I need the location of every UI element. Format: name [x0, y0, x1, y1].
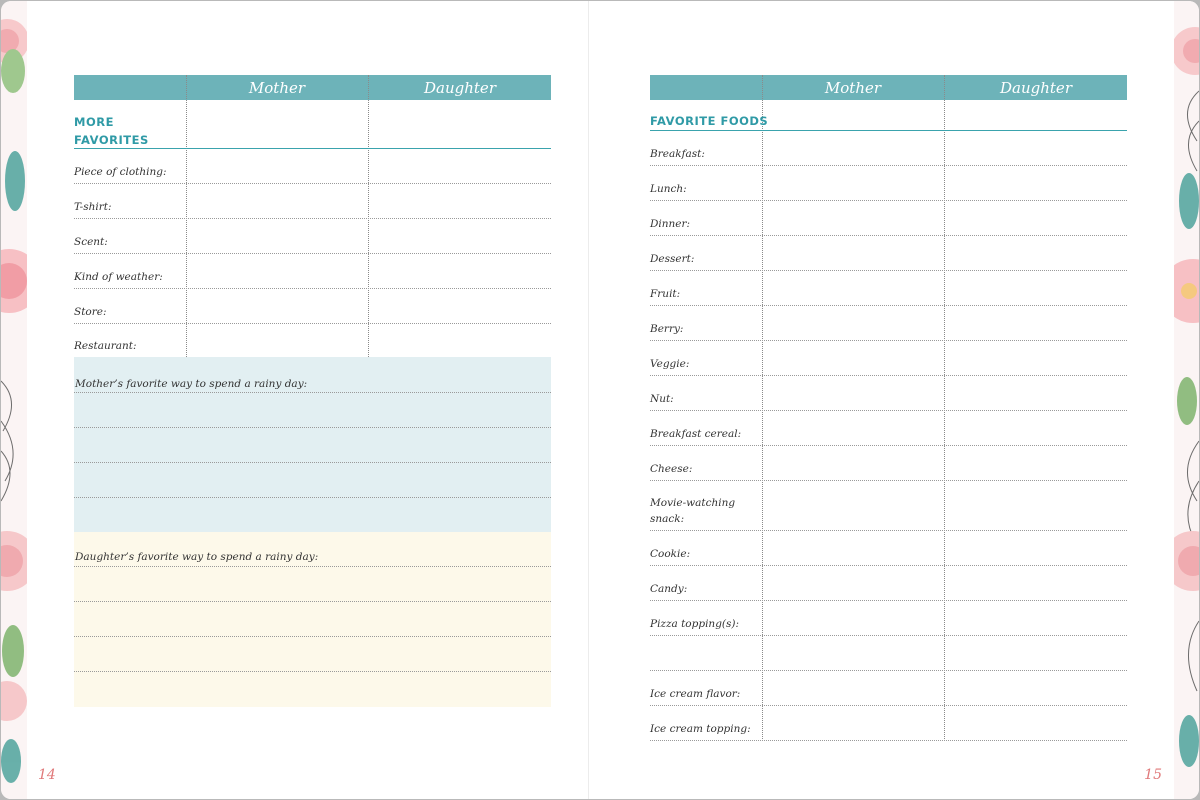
- row-label-line2: snack:: [650, 513, 685, 525]
- table-row[interactable]: [74, 289, 551, 324]
- writing-line: [74, 462, 551, 463]
- mother-box-label: Mother’s favorite way to spend a rainy day:: [75, 378, 308, 390]
- row-label: Ice cream topping:: [650, 723, 751, 735]
- row-label: Cheese:: [650, 463, 693, 475]
- section-title-line1: MORE: [74, 115, 114, 129]
- table-row[interactable]: [650, 236, 1127, 271]
- table-row[interactable]: [650, 271, 1127, 306]
- section-title: FAVORITE FOODS: [650, 114, 769, 128]
- more-favorites-table: [74, 75, 551, 707]
- row-label: Piece of clothing:: [74, 166, 167, 178]
- table-row[interactable]: [650, 601, 1127, 636]
- table-row[interactable]: [650, 566, 1127, 601]
- mother-rainy-day-box[interactable]: [74, 357, 551, 532]
- table-row[interactable]: [74, 219, 551, 254]
- table-row[interactable]: [650, 166, 1127, 201]
- row-label: Breakfast:: [650, 148, 705, 160]
- page-number-left: 14: [38, 767, 56, 783]
- column-header-mother: Mother: [248, 78, 306, 97]
- floral-border-left: [1, 1, 27, 799]
- row-label: Store:: [74, 306, 107, 318]
- table-row[interactable]: [650, 636, 1127, 671]
- row-label: Dinner:: [650, 218, 691, 230]
- writing-line: [74, 427, 551, 428]
- writing-line: [74, 566, 551, 567]
- writing-line: [74, 671, 551, 672]
- table-row[interactable]: [650, 131, 1127, 166]
- table-row[interactable]: [74, 324, 551, 357]
- table-row[interactable]: [650, 376, 1127, 411]
- page-number-right: 15: [1144, 767, 1162, 783]
- table-row[interactable]: [650, 706, 1127, 741]
- table-row[interactable]: [650, 671, 1127, 706]
- row-label: Berry:: [650, 323, 684, 335]
- row-label: Restaurant:: [74, 340, 137, 352]
- writing-line: [74, 636, 551, 637]
- table-row[interactable]: [650, 341, 1127, 376]
- column-header-daughter: Daughter: [424, 78, 496, 97]
- row-label: Candy:: [650, 583, 688, 595]
- table-row[interactable]: [650, 531, 1127, 566]
- row-label: Lunch:: [650, 183, 687, 195]
- row-label: Dessert:: [650, 253, 695, 265]
- gutter: [588, 1, 589, 799]
- floral-border-right: [1173, 1, 1199, 799]
- column-header-mother: Mother: [824, 78, 882, 97]
- book-spread: [1, 1, 1199, 799]
- section-title-line2: FAVORITES: [74, 133, 149, 147]
- table-row[interactable]: [74, 254, 551, 289]
- writing-line: [74, 601, 551, 602]
- table-row[interactable]: [650, 411, 1127, 446]
- table-row[interactable]: [650, 481, 1127, 531]
- table-row[interactable]: [74, 184, 551, 219]
- row-label: Ice cream flavor:: [650, 688, 741, 700]
- table-row[interactable]: [650, 306, 1127, 341]
- row-label: Scent:: [74, 236, 108, 248]
- row-label: Pizza topping(s):: [650, 618, 740, 630]
- column-header-daughter: Daughter: [1000, 78, 1072, 97]
- writing-line: [74, 392, 551, 393]
- row-label: T-shirt:: [74, 201, 112, 213]
- row-label: Kind of weather:: [74, 271, 163, 283]
- daughter-rainy-day-box[interactable]: [74, 532, 551, 707]
- row-label: Nut:: [650, 393, 674, 405]
- favorite-foods-table: [650, 75, 1127, 741]
- table-row[interactable]: [650, 201, 1127, 236]
- row-label: Fruit:: [650, 288, 681, 300]
- row-label: Veggie:: [650, 358, 690, 370]
- table-row[interactable]: [74, 149, 551, 184]
- row-label-line1: Movie-watching: [650, 497, 736, 509]
- table-row[interactable]: [650, 446, 1127, 481]
- row-label: Cookie:: [650, 548, 691, 560]
- daughter-box-label: Daughter’s favorite way to spend a rainy day:: [75, 551, 319, 563]
- row-label: Breakfast cereal:: [650, 428, 742, 440]
- writing-line: [74, 497, 551, 498]
